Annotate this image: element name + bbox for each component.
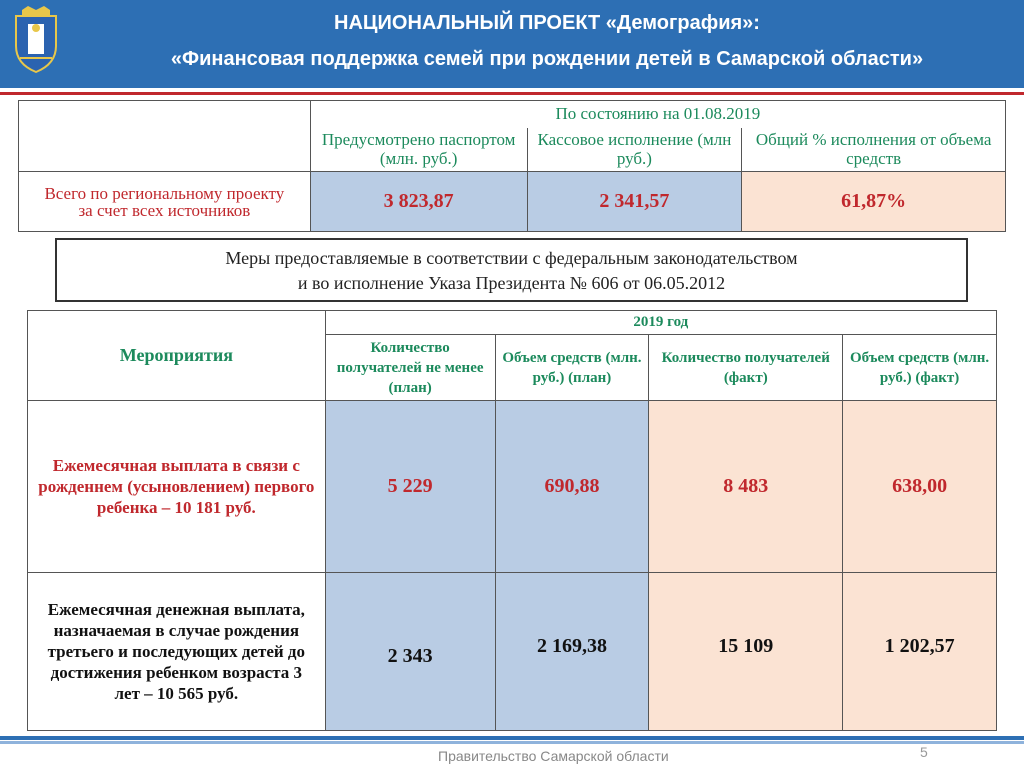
measures-table: [27, 310, 997, 731]
measures-year-header: 2019 год: [325, 311, 996, 335]
footer-divider: [0, 736, 1024, 740]
summary-value-planned: 3 823,87: [310, 172, 527, 232]
row-label: Ежемесячная денежная выплата, назначаемая в случае рождения третьего и последующих детей до достижения ребенком возраста 3 лет – 10 565 руб.: [28, 573, 326, 731]
page-title: НАЦИОНАЛЬНЫЙ ПРОЕКТ «Демография»:: [334, 12, 760, 34]
table-row: [28, 573, 997, 731]
row-funds-plan: 2 169,38: [495, 573, 649, 731]
row-funds-fact: 1 202,57: [843, 573, 997, 731]
measures-col-recipients-fact: Количество получателей (факт): [649, 335, 843, 401]
row-recipients-fact: 8 483: [649, 401, 843, 573]
summary-col-percent: Общий % исполнения от объема средств: [742, 128, 1006, 172]
page-subtitle: «Финансовая поддержка семей при рождении детей в Самарской области»: [170, 48, 924, 70]
summary-col-cash: Кассовое исполнение (млн руб.): [527, 128, 742, 172]
summary-value-cash: 2 341,57: [527, 172, 742, 232]
row-recipients-plan: 2 343: [325, 573, 495, 731]
page-number: 5: [920, 744, 928, 760]
measures-line1: Меры предоставляемые в соответствии с федеральным законодательством: [225, 248, 798, 268]
summary-empty-cell: [19, 101, 311, 172]
summary-col-planned: Предусмотрено паспортом (млн. руб.): [310, 128, 527, 172]
summary-date-header: По состоянию на 01.08.2019: [310, 101, 1005, 128]
coat-of-arms-icon: [10, 6, 62, 74]
measures-box: [55, 238, 968, 302]
summary-value-percent: 61,87%: [742, 172, 1006, 232]
row-recipients-plan: 5 229: [325, 401, 495, 573]
measures-col-recipients-plan: Количество получателей не менее (план): [325, 335, 495, 401]
row-funds-fact: 638,00: [843, 401, 997, 573]
footer-organization: Правительство Самарской области: [438, 748, 669, 764]
row-funds-plan: 690,88: [495, 401, 649, 573]
measures-line2: и во исполнение Указа Президента № 606 от 06.05.2012: [297, 273, 726, 293]
row-recipients-fact: 15 109: [649, 573, 843, 731]
header-divider: [0, 92, 1024, 95]
measures-col-funds-fact: Объем средств (млн. руб.) (факт): [843, 335, 997, 401]
table-row: [28, 401, 997, 573]
row-label: Ежемесячная выплата в связи с рожденнем (усыновлением) первого ребенка – 10 181 руб.: [28, 401, 326, 573]
measures-col-events: Мероприятия: [28, 311, 326, 401]
measures-col-funds-plan: Объем средств (млн. руб.) (план): [495, 335, 649, 401]
footer-divider-light: [0, 741, 1024, 744]
summary-row-label: Всего по региональному проекту за счет всех источников: [19, 172, 311, 232]
header-bar: [0, 0, 1024, 88]
summary-table: [18, 100, 1006, 232]
